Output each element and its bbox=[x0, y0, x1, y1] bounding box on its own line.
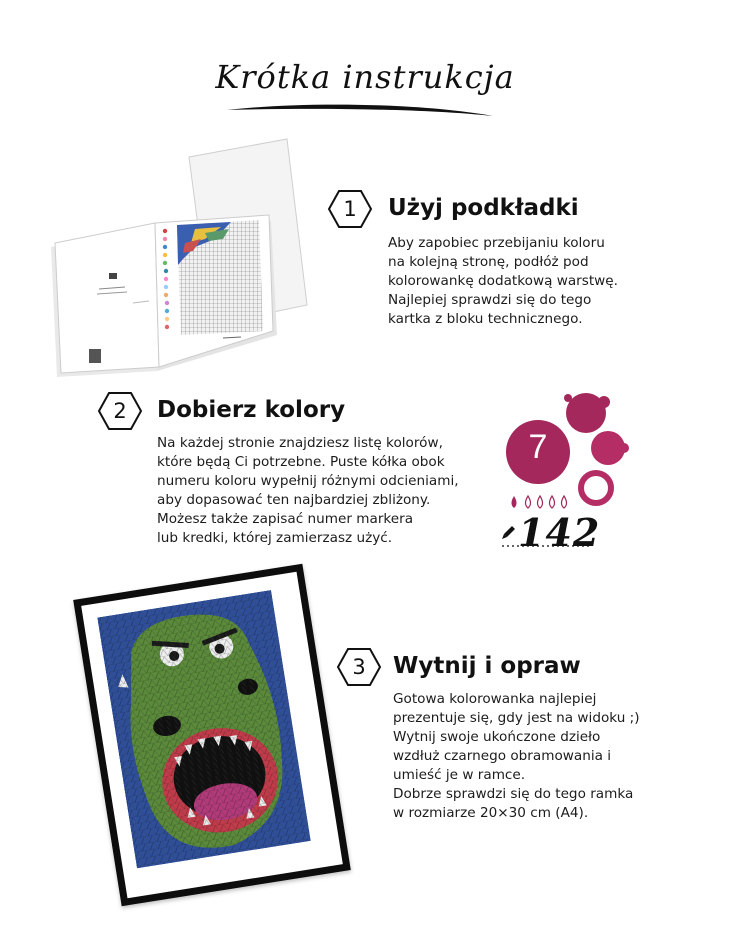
step-1-line: kolorowankę dodatkową warstwę. bbox=[388, 273, 618, 289]
step-1-title: Użyj podkładki bbox=[388, 195, 579, 221]
step-2-line: które będą Ci potrzebne. Puste kółka obok bbox=[157, 454, 445, 470]
coloring-book-illustration bbox=[45, 135, 335, 385]
step-3-line: Gotowa kolorowanka najlepiej bbox=[393, 691, 597, 707]
step-1-line: Aby zapobiec przebijaniu koloru bbox=[388, 235, 605, 251]
step-3-number-badge bbox=[336, 647, 382, 687]
step-3-line: Wytnij swoje ukończone dzieło bbox=[393, 729, 601, 745]
step-3-line: w rozmiarze 20×30 cm (A4). bbox=[393, 805, 589, 821]
step-1-number-badge bbox=[327, 189, 373, 229]
step-3-line: wzdłuż czarnego obramowania i bbox=[393, 748, 612, 764]
step-2-number-badge bbox=[97, 391, 143, 431]
step-1-line: Najlepiej sprawdzi się do tego bbox=[388, 292, 592, 308]
step-3-line: Dobrze sprawdzi się do tego ramka bbox=[393, 786, 634, 802]
step-1-line: kartka z bloku technicznego. bbox=[388, 311, 583, 327]
step-3-line: prezentuje się, gdy jest na widoku ;) bbox=[393, 710, 640, 726]
title-underline-swash bbox=[225, 96, 495, 122]
step-3-body bbox=[393, 690, 640, 823]
color-number: 7 bbox=[528, 428, 548, 466]
step-2-title: Dobierz kolory bbox=[157, 397, 346, 423]
page-title: Krótka instrukcja bbox=[215, 58, 515, 96]
step-2-line: aby dopasować ten najbardziej zbliżony. bbox=[157, 492, 431, 508]
step-2-line: Możesz także zapisać numer markera bbox=[157, 511, 414, 527]
step-1-line: na kolejną stronę, podłóż pod bbox=[388, 254, 589, 270]
step-2-number: 2 bbox=[113, 399, 127, 423]
step-3-number: 3 bbox=[352, 655, 366, 679]
step-1-number: 1 bbox=[343, 197, 357, 221]
step-2-line: lub kredki, której zamierzasz użyć. bbox=[157, 530, 393, 546]
step-2-line: Na każdej stronie znajdziesz listę kolorów, bbox=[157, 435, 443, 451]
pencil-icon bbox=[502, 526, 515, 539]
step-3-title: Wytnij i opraw bbox=[393, 653, 581, 679]
framed-artwork-illustration bbox=[73, 564, 351, 906]
step-2-body bbox=[157, 434, 459, 548]
step-1-body bbox=[388, 234, 618, 329]
color-swatch-illustration bbox=[496, 388, 646, 563]
step-3-line: umieść je w ramce. bbox=[393, 767, 526, 783]
handwritten-marker-code: 142 bbox=[518, 510, 601, 555]
step-2-line: numeru koloru wypełnij różnymi odcieniami, bbox=[157, 473, 459, 489]
